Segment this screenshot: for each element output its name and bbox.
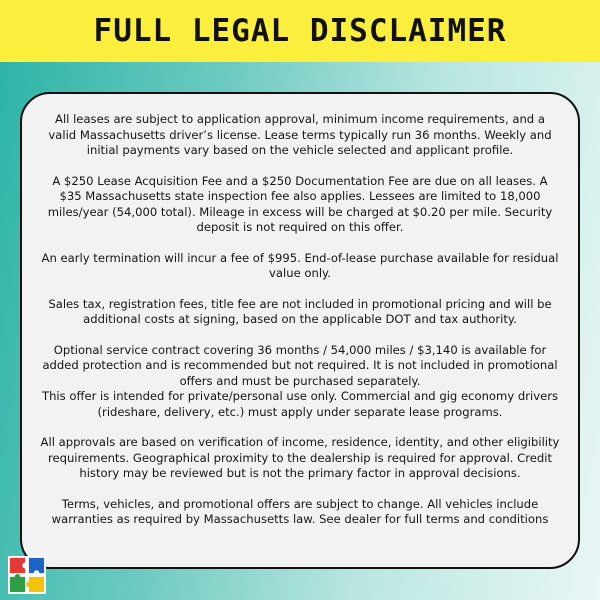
page-title: FULL LEGAL DISCLAIMER xyxy=(93,13,507,49)
title-banner xyxy=(0,0,600,62)
disclaimer-card xyxy=(20,92,580,569)
disclaimer-paragraph-fees: A $250 Lease Acquisition Fee and a $250 Documentation Fee are due on all leases. A $35 Massachusetts state inspection fee also applies. Lessees are limited to 18,000 miles/year (54,000 total). Mileage in excess will be charged at $0.20 per mile. Security deposit is not required on this offer. xyxy=(47,173,553,234)
puzzle-logo-icon xyxy=(8,556,46,594)
disclaimer-paragraph-terms: Terms, vehicles, and promotional offers are subject to change. All vehicles include warranties as required by Massachusetts law. See dealer for full terms and conditions xyxy=(51,496,549,526)
disclaimer-paragraph-termination: An early termination will incur a fee of $995. End-of-lease purchase available for residual value only. xyxy=(41,250,559,280)
disclaimer-paragraph-taxes: Sales tax, registration fees, title fee are not included in promotional pricing and will be additional costs at signing, based on the applicable DOT and tax authority. xyxy=(48,296,552,326)
disclaimer-paragraph-service-contract: Optional service contract covering 36 months / 54,000 miles / $3,140 is available for added protection and is recommended but not required. It is not included in promotional offers and must be purchased separately. xyxy=(42,342,558,388)
disclaimer-paragraph-eligibility: All approvals are based on verification of income, residence, identity, and other eligibility requirements. Geographical proximity to the dealership is required for approval. Credit history may be reviewed but is not the primary factor in approval decisions. xyxy=(40,435,560,480)
disclaimer-paragraph-approval: All leases are subject to application approval, minimum income requirements, and a valid Massachusetts driver’s license. Lease terms typically run 36 months. Weekly and initial payments vary based on the vehicle selected and applicant profile. xyxy=(48,112,552,157)
disclaimer-paragraph-personal-use: This offer is intended for private/personal use only. Commercial and gig economy drivers (rideshare, delivery, etc.) must apply under separate lease programs. xyxy=(41,389,559,419)
